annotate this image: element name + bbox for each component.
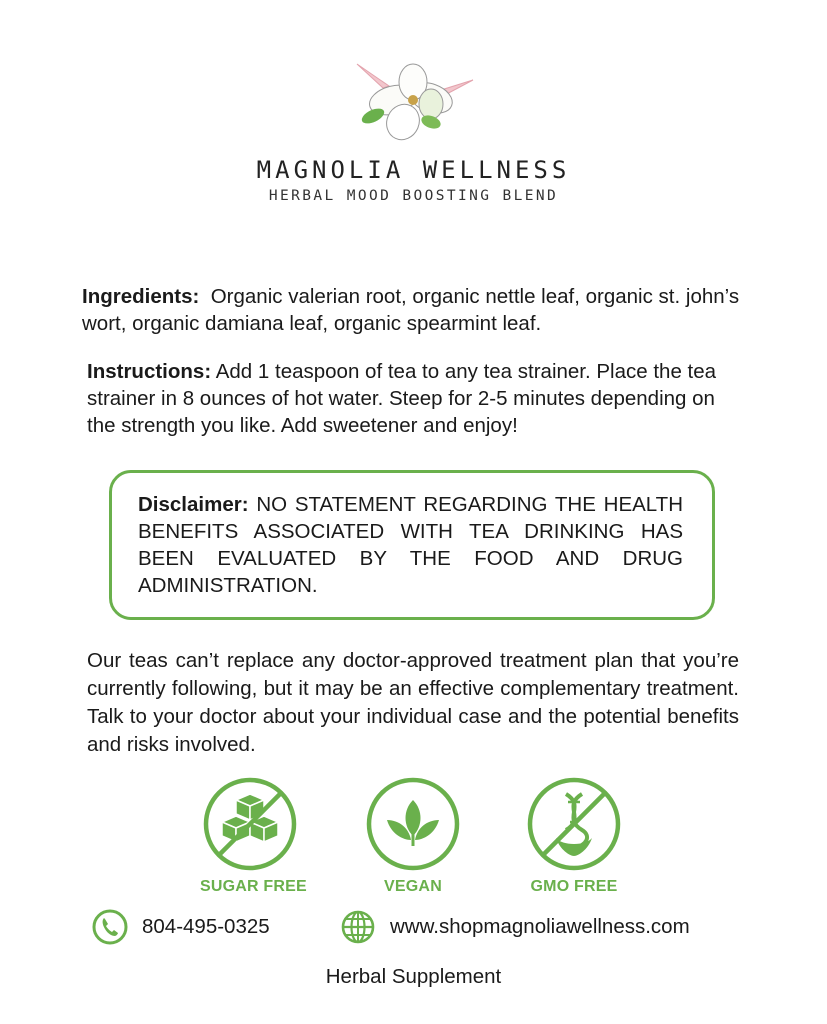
instructions-section [87, 358, 747, 439]
brand-name: MAGNOLIA WELLNESS [256, 156, 571, 184]
gmo-free-badge [524, 776, 624, 896]
ingredients-label: Ingredients: [82, 285, 200, 308]
no-dna-icon [526, 776, 622, 872]
phone-number[interactable]: 804-495-0325 [142, 915, 270, 938]
disclaimer-label: Disclaimer: [138, 493, 249, 516]
phone-icon [92, 909, 128, 945]
website-link[interactable]: www.shopmagnoliawellness.com [390, 915, 690, 938]
instructions-text: Add 1 teaspoon of tea to any tea strainer. Place the tea strainer in 8 ounces of hot water. Steep for 2-5 minutes depending on the strength you like. Add sweetener and enjoy! [87, 360, 717, 437]
sugar-free-label: SUGAR FREE [200, 878, 307, 895]
treatment-note: Our teas can’t replace any doctor-approved treatment plan that you’re currently following, but it may be an effective complementary treatment. Talk to your doctor about your individual case and the potential benefits and risks involved. [87, 649, 739, 756]
no-sugar-cubes-icon [202, 776, 298, 872]
gmo-free-label: GMO FREE [530, 878, 618, 895]
leaf-sprout-icon [365, 776, 461, 872]
ingredients-text: Organic valerian root, organic nettle leaf, organic st. john’s wort, organic damiana leaf, organic spearmint leaf. [82, 285, 740, 335]
magnolia-flower-icon [353, 60, 477, 144]
disclaimer-section [138, 491, 683, 599]
sugar-free-badge [200, 776, 307, 896]
website-contact[interactable] [340, 909, 690, 945]
footer-label: Herbal Supplement [325, 965, 502, 988]
disclaimer-text: NO STATEMENT REGARDING THE HEALTH BENEFITS ASSOCIATED WITH TEA DRINKING HAS BEEN EVALUATED BY THE FOOD AND DRUG ADMINISTRATION. [138, 493, 683, 597]
phone-contact[interactable] [92, 909, 270, 945]
brand-tagline: HERBAL MOOD BOOSTING BLEND [268, 188, 559, 204]
instructions-label: Instructions: [87, 360, 212, 383]
vegan-badge [363, 776, 463, 896]
globe-icon [340, 909, 376, 945]
vegan-label: VEGAN [384, 878, 442, 895]
ingredients-section [82, 283, 742, 337]
